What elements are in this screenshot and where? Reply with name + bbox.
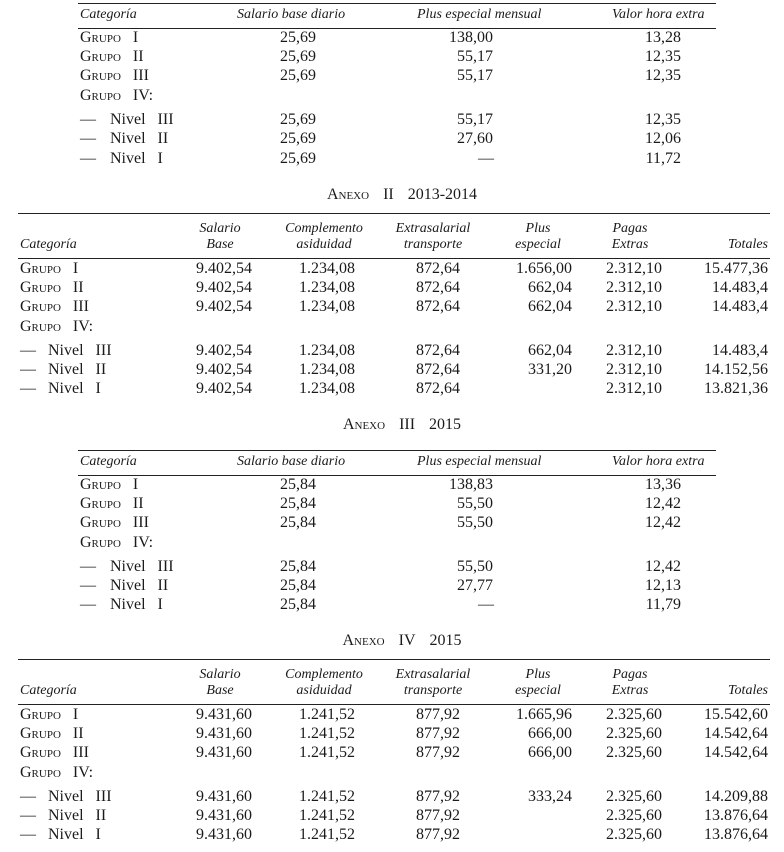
group-word: Grupo: [20, 725, 61, 742]
table-2-row-5-col-5: 2.312,10: [606, 361, 662, 378]
table-4-row-2-col-6: 14.542,64: [704, 744, 768, 761]
group-number: I: [132, 476, 139, 493]
group-number: I: [72, 706, 79, 723]
table-3-row-4-col-3: 12,42: [645, 558, 681, 575]
group-number: IV:: [132, 534, 154, 551]
table-2-header-5: Pagas Extras: [611, 221, 649, 252]
table-3-row-2-col-2: 55,50: [457, 514, 493, 531]
level-word: Nivel: [48, 807, 84, 824]
table-2-row-1-col-2: 1.234,08: [299, 279, 355, 296]
table-4-row-6-col-2: 1.241,52: [299, 826, 355, 843]
table-4-row-2-col-2: 1.241,52: [299, 744, 355, 761]
table-4-row-2-col-5: 2.325,60: [606, 744, 662, 761]
group-word: Grupo: [80, 48, 121, 65]
level-word: Nivel: [48, 361, 84, 378]
table-4-row-1-col-4: 666,00: [528, 725, 572, 742]
group-word: Grupo: [80, 87, 121, 104]
table-2-header-4: Plus especial: [515, 221, 561, 252]
level-number: I: [95, 826, 101, 843]
table-3-top-rule: [78, 450, 716, 451]
annex-word: Anexo: [326, 186, 370, 203]
table-4-row-2-col-1: 9.431,60: [196, 744, 252, 761]
table-4-header-5: Pagas Extras: [611, 667, 649, 698]
group-number: IV:: [72, 764, 94, 781]
table-2-title: [10, 187, 784, 203]
table-2-row-2-col-2: 1.234,08: [299, 298, 355, 315]
table-1-row-0-category: [80, 30, 138, 46]
table-4-row-2-category: [20, 745, 89, 761]
group-word: Grupo: [80, 495, 121, 512]
table-2-header-rule: [18, 258, 770, 259]
group-number: I: [72, 260, 79, 277]
table-4-header-2: Complemento asiduidad: [285, 667, 363, 698]
table-1-row-5-col-3: 12,06: [645, 130, 681, 147]
table-1-row-1-col-2: 55,17: [457, 48, 493, 65]
group-number: III: [132, 67, 149, 84]
group-word: Grupo: [20, 298, 61, 315]
table-4-row-1-col-5: 2.325,60: [606, 725, 662, 742]
group-word: Grupo: [20, 744, 61, 761]
table-3-row-1-col-3: 12,42: [645, 495, 681, 512]
table-2-row-5-col-2: 1.234,08: [299, 361, 355, 378]
table-4-row-4-col-5: 2.325,60: [606, 788, 662, 805]
table-2-row-4-col-4: 662,04: [528, 342, 572, 359]
level-word: Nivel: [110, 130, 146, 147]
table-3-header-0: Categoría: [80, 454, 137, 469]
table-4-row-0-col-6: 15.542,60: [704, 706, 768, 723]
table-3-row-4-category: [80, 559, 174, 575]
level-word: Nivel: [48, 380, 84, 397]
group-word: Grupo: [20, 318, 61, 335]
table-3-row-5-col-3: 12,13: [645, 577, 681, 594]
table-2-row-0-col-6: 15.477,36: [704, 260, 768, 277]
level-number: II: [95, 361, 107, 378]
group-word: Grupo: [80, 534, 121, 551]
group-number: III: [132, 514, 149, 531]
group-number: I: [132, 29, 139, 46]
table-3-row-0-category: [80, 477, 138, 493]
table-3-row-5-category: [80, 578, 168, 594]
table-2-row-6-col-2: 1.234,08: [299, 380, 355, 397]
table-1-header-rule: [78, 28, 716, 29]
table-3-header-2: Plus especial mensual: [417, 454, 542, 469]
table-1-header-2: Plus especial mensual: [417, 7, 542, 22]
level-number: II: [157, 577, 169, 594]
level-number: I: [95, 380, 101, 397]
table-4-title: [10, 633, 784, 649]
group-number: III: [72, 744, 89, 761]
table-2-row-5-col-1: 9.402,54: [196, 361, 252, 378]
table-4-row-4-col-4: 333,24: [528, 788, 572, 805]
level-number: III: [157, 111, 174, 128]
annex-year: 2015: [429, 416, 462, 433]
level-word: Nivel: [48, 342, 84, 359]
table-4-row-0-col-2: 1.241,52: [299, 706, 355, 723]
table-4-row-1-col-2: 1.241,52: [299, 725, 355, 742]
dash-marker: —: [80, 150, 96, 167]
table-2-row-2-col-3: 872,64: [416, 298, 460, 315]
table-4-top-rule: [18, 659, 770, 660]
dash-marker: —: [20, 380, 36, 397]
table-2-row-4-col-2: 1.234,08: [299, 342, 355, 359]
table-4-row-4-col-2: 1.241,52: [299, 788, 355, 805]
table-2-row-4-category: [20, 343, 112, 359]
table-4-header-3: Extrasalarial transporte: [395, 667, 471, 698]
table-3-row-6-col-1: 25,84: [280, 596, 316, 613]
group-word: Grupo: [80, 67, 121, 84]
annex-word: Anexo: [342, 416, 386, 433]
table-3-row-2-col-1: 25,84: [280, 514, 316, 531]
level-number: III: [95, 788, 112, 805]
table-4-row-6-col-5: 2.325,60: [606, 826, 662, 843]
table-4-row-0-col-5: 2.325,60: [606, 706, 662, 723]
dash-marker: —: [80, 111, 96, 128]
table-4-row-3-category: [20, 765, 93, 781]
table-4-row-6-category: [20, 827, 101, 843]
table-4-row-1-category: [20, 726, 84, 742]
dash-marker: —: [20, 342, 36, 359]
dash-marker: —: [80, 130, 96, 147]
table-2-row-0-col-2: 1.234,08: [299, 260, 355, 277]
table-4-row-6-col-1: 9.431,60: [196, 826, 252, 843]
table-3-row-6-col-2: —: [478, 596, 494, 613]
level-word: Nivel: [48, 826, 84, 843]
dash-marker: —: [20, 788, 36, 805]
group-word: Grupo: [20, 260, 61, 277]
table-1-row-6-col-1: 25,69: [280, 150, 316, 167]
table-4-header-6: Totales: [728, 683, 768, 698]
table-1-row-2-col-3: 12,35: [645, 67, 681, 84]
table-1-row-1-category: [80, 49, 144, 65]
table-1-header-3: Valor hora extra: [612, 7, 705, 22]
table-3-title: [10, 417, 784, 433]
table-2-row-2-col-4: 662,04: [528, 298, 572, 315]
table-4-row-0-col-3: 877,92: [416, 706, 460, 723]
table-2-row-3-category: [20, 319, 93, 335]
annex-word: Anexo: [342, 632, 385, 649]
table-2-row-6-category: [20, 381, 101, 397]
dash-marker: —: [80, 558, 96, 575]
table-1-row-2-col-2: 55,17: [457, 67, 493, 84]
table-1-row-1-col-1: 25,69: [280, 48, 316, 65]
table-2-row-0-col-1: 9.402,54: [196, 260, 252, 277]
group-number: II: [132, 495, 144, 512]
table-4-header-rule: [18, 704, 770, 705]
level-number: II: [95, 807, 107, 824]
table-4-row-0-col-4: 1.665,96: [516, 706, 572, 723]
table-3-row-5-col-2: 27,77: [457, 577, 493, 594]
level-number: III: [95, 342, 112, 359]
table-4-row-0-col-1: 9.431,60: [196, 706, 252, 723]
table-4-row-5-col-2: 1.241,52: [299, 807, 355, 824]
group-number: II: [72, 725, 84, 742]
table-1-row-0-col-1: 25,69: [280, 29, 316, 46]
table-3-row-1-category: [80, 496, 144, 512]
table-2-header-0: Categoría: [20, 237, 77, 252]
group-number: II: [132, 48, 144, 65]
table-1-row-4-col-1: 25,69: [280, 111, 316, 128]
annex-number: II: [383, 186, 394, 203]
level-word: Nivel: [110, 150, 146, 167]
table-4-row-5-col-6: 13.876,64: [704, 807, 768, 824]
table-2-row-0-col-4: 1.656,00: [516, 260, 572, 277]
table-1-row-6-col-3: 11,72: [645, 150, 681, 167]
table-4-row-5-col-3: 877,92: [416, 807, 460, 824]
level-number: III: [157, 558, 174, 575]
dash-marker: —: [80, 577, 96, 594]
table-4-row-4-col-1: 9.431,60: [196, 788, 252, 805]
table-2-row-6-col-1: 9.402,54: [196, 380, 252, 397]
table-3-row-0-col-3: 13,36: [645, 476, 681, 493]
table-1-row-5-col-1: 25,69: [280, 130, 316, 147]
annex-year: 2013-2014: [407, 186, 478, 203]
annex-number: III: [399, 416, 416, 433]
table-3-header-rule: [78, 475, 716, 476]
table-1-row-2-col-1: 25,69: [280, 67, 316, 84]
group-number: IV:: [132, 87, 154, 104]
table-2-row-1-col-5: 2.312,10: [606, 279, 662, 296]
table-2-row-1-col-1: 9.402,54: [196, 279, 252, 296]
table-2-row-4-col-6: 14.483,4: [712, 342, 768, 359]
table-2-row-6-col-5: 2.312,10: [606, 380, 662, 397]
table-1-row-3-category: [80, 88, 153, 104]
dash-marker: —: [20, 361, 36, 378]
table-1-row-5-col-2: 27,60: [457, 130, 493, 147]
table-1-row-4-category: [80, 112, 174, 128]
table-2-row-6-col-3: 872,64: [416, 380, 460, 397]
level-word: Nivel: [48, 788, 84, 805]
table-1-header-0: Categoría: [80, 7, 137, 22]
group-word: Grupo: [80, 29, 121, 46]
table-4-row-5-col-1: 9.431,60: [196, 807, 252, 824]
table-4-row-5-category: [20, 808, 106, 824]
table-2-row-2-col-5: 2.312,10: [606, 298, 662, 315]
group-word: Grupo: [20, 764, 61, 781]
level-number: II: [157, 130, 169, 147]
table-2-header-2: Complemento asiduidad: [285, 221, 363, 252]
table-2-row-6-col-6: 13.821,36: [704, 380, 768, 397]
table-2-row-2-category: [20, 299, 89, 315]
table-1-row-6-category: [80, 151, 163, 167]
table-4-row-4-category: [20, 789, 112, 805]
group-number: III: [72, 298, 89, 315]
table-3-row-3-category: [80, 535, 153, 551]
table-2-row-1-col-6: 14.483,4: [712, 279, 768, 296]
table-4-header-1: Salario Base: [199, 667, 241, 698]
table-2-row-1-col-3: 872,64: [416, 279, 460, 296]
dash-marker: —: [80, 596, 96, 613]
table-2-header-1: Salario Base: [199, 221, 241, 252]
table-1-row-0-col-3: 13,28: [645, 29, 681, 46]
table-3-row-1-col-2: 55,50: [457, 495, 493, 512]
table-2-row-0-category: [20, 261, 78, 277]
table-2-row-2-col-6: 14.483,4: [712, 298, 768, 315]
table-1-row-6-col-2: —: [478, 150, 494, 167]
group-number: II: [72, 279, 84, 296]
level-number: I: [157, 596, 163, 613]
table-2-header-3: Extrasalarial transporte: [395, 221, 471, 252]
table-1-top-rule: [78, 3, 716, 4]
table-2-row-5-category: [20, 362, 106, 378]
table-4-row-1-col-1: 9.431,60: [196, 725, 252, 742]
table-1-header-1: Salario base diario: [237, 7, 346, 22]
level-word: Nivel: [110, 558, 146, 575]
table-4-row-2-col-3: 877,92: [416, 744, 460, 761]
table-1-row-0-col-2: 138,00: [449, 29, 493, 46]
table-2-row-5-col-4: 331,20: [528, 361, 572, 378]
table-2-row-4-col-5: 2.312,10: [606, 342, 662, 359]
level-word: Nivel: [110, 596, 146, 613]
table-3-row-6-col-3: 11,79: [645, 596, 681, 613]
table-2-row-0-col-3: 872,64: [416, 260, 460, 277]
table-1-row-5-category: [80, 131, 168, 147]
table-3-row-2-category: [80, 515, 149, 531]
annex-number: IV: [398, 632, 416, 649]
table-4-row-4-col-6: 14.209,88: [704, 788, 768, 805]
table-2-row-4-col-3: 872,64: [416, 342, 460, 359]
group-number: IV:: [72, 318, 94, 335]
table-3-row-1-col-1: 25,84: [280, 495, 316, 512]
table-2-row-5-col-6: 14.152,56: [704, 361, 768, 378]
group-word: Grupo: [80, 514, 121, 531]
table-2-top-rule: [18, 213, 770, 214]
annex-year: 2015: [429, 632, 462, 649]
table-4-row-4-col-3: 877,92: [416, 788, 460, 805]
table-4-row-2-col-4: 666,00: [528, 744, 572, 761]
table-4-row-1-col-6: 14.542,64: [704, 725, 768, 742]
table-4-row-1-col-3: 877,92: [416, 725, 460, 742]
table-3-row-0-col-2: 138,83: [449, 476, 493, 493]
group-word: Grupo: [20, 279, 61, 296]
table-4-row-0-category: [20, 707, 78, 723]
table-4-header-4: Plus especial: [515, 667, 561, 698]
table-3-row-2-col-3: 12,42: [645, 514, 681, 531]
table-1-row-2-category: [80, 68, 149, 84]
table-2-row-0-col-5: 2.312,10: [606, 260, 662, 277]
dash-marker: —: [20, 807, 36, 824]
table-2-row-1-col-4: 662,04: [528, 279, 572, 296]
table-4-row-6-col-3: 877,92: [416, 826, 460, 843]
level-word: Nivel: [110, 577, 146, 594]
table-3-row-4-col-2: 55,50: [457, 558, 493, 575]
table-4-row-6-col-6: 13.876,64: [704, 826, 768, 843]
level-number: I: [157, 150, 163, 167]
table-4-header-0: Categoría: [20, 683, 77, 698]
dash-marker: —: [20, 826, 36, 843]
table-3-row-4-col-1: 25,84: [280, 558, 316, 575]
table-2-row-5-col-3: 872,64: [416, 361, 460, 378]
level-word: Nivel: [110, 111, 146, 128]
table-1-row-1-col-3: 12,35: [645, 48, 681, 65]
table-3-header-3: Valor hora extra: [612, 454, 705, 469]
group-word: Grupo: [80, 476, 121, 493]
table-4-row-5-col-5: 2.325,60: [606, 807, 662, 824]
table-3-header-1: Salario base diario: [237, 454, 346, 469]
table-3-row-0-col-1: 25,84: [280, 476, 316, 493]
table-2-row-2-col-1: 9.402,54: [196, 298, 252, 315]
table-3-row-5-col-1: 25,84: [280, 577, 316, 594]
table-1-row-4-col-2: 55,17: [457, 111, 493, 128]
table-2-header-6: Totales: [728, 237, 768, 252]
table-1-row-4-col-3: 12,35: [645, 111, 681, 128]
table-2-row-1-category: [20, 280, 84, 296]
table-2-row-4-col-1: 9.402,54: [196, 342, 252, 359]
table-3-row-6-category: [80, 597, 163, 613]
group-word: Grupo: [20, 706, 61, 723]
